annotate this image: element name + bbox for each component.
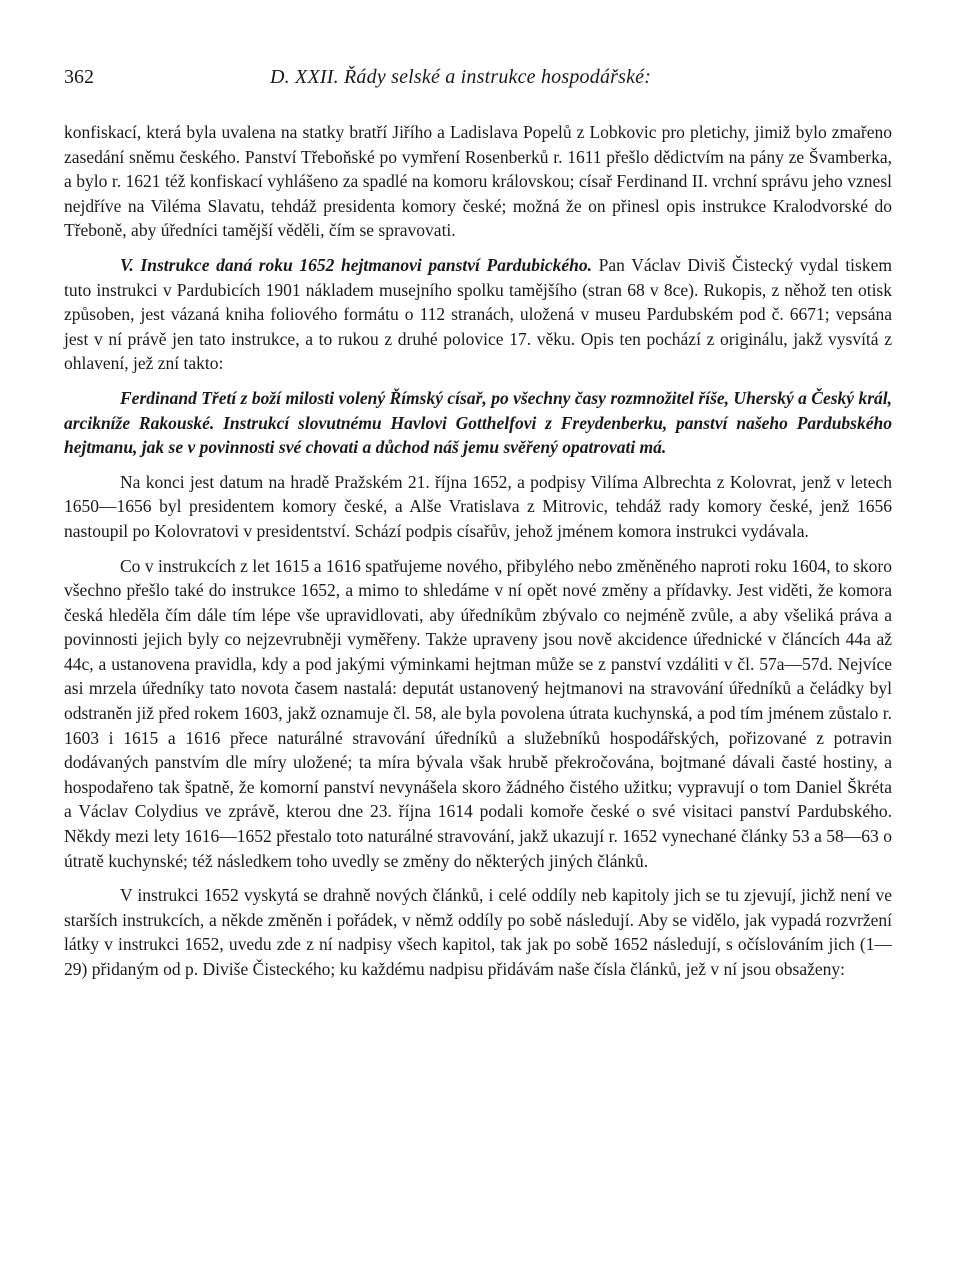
- section-heading: V. Instrukce daná roku 1652 hejtmanovi panství Pardubického.: [120, 254, 592, 275]
- paragraph-2-body: Pan Václav Diviš Čistecký vydal tiskem tuto instrukci v Pardubicích 1901 nákladem musejního spolku tamějšího (stran 68 v 8ce). Rukopis, z něhož ten otisk způsoben, jest vázaná kniha foliového formátu o 112 stranách, uložená v museu Pardubském pod č. 6671; vepsána jest v ní právě jen tato instrukce, a to rukou z druhé polovice 17. věku. Opis ten pochází z originálu, jakž vysvítá z ohlavení, jež zní takto:: [64, 254, 892, 374]
- document-page: [64, 66, 892, 992]
- running-header: [64, 66, 892, 100]
- page-number: 362: [64, 66, 94, 88]
- body-text: [64, 120, 892, 982]
- running-title: D. XXII. Řády selské a instrukce hospodářské:: [270, 66, 652, 88]
- quote-title: Ferdinand Třetí z boží milosti volený Římský císař, po všechny časy rozmnožitel říše, Uherský a Český král, arcikníže Rakouské.: [64, 387, 892, 433]
- paragraph-2: [64, 253, 892, 376]
- paragraph-4: Na konci jest datum na hradě Pražském 21. října 1652, a podpisy Vilíma Albrechta z Kolovrat, jenž v letech 1650—1656 byl presidentem komory české, a Alše Vratislava z Mitrovic, tehdáž rady komory české, jenž 1656 nastoupil po Kolovratovi v presidentství. Schází podpis císařův, jehož jménem komora instrukci vydávala.: [64, 471, 892, 541]
- quote-body: Instrukcí slovutnému Havlovi Gotthelfovi z Freydenberku, panství našeho Pardubského hejtmanu, jak se v povinnosti své chovati a důchod náš jemu svěřený opatrovati má.: [64, 412, 892, 458]
- paragraph-6: V instrukci 1652 vyskytá se drahně nových článků, i celé oddíly neb kapitoly jich se tu zjevují, jichž není ve starších instrukcích, a někde změněn i pořádek, v němž oddíly po sobě následují. Aby se vidělo, jak vypadá rozvržení látky v instrukci 1652, uvedu zde z ní nadpisy všech kapitol, tak jak po sobě 1652 následují, s očíslováním jich (1—29) přidaným od p. Diviše Čisteckého; ku každému nadpisu přidávám naše čísla článků, jež v ní jsou obsaženy:: [64, 885, 892, 979]
- paragraph-1: konfiskací, která byla uvalena na statky bratří Jiřího a Ladislava Popelů z Lobkovic pro pletichy, jimiž bylo zmařeno zasedání sněmu českého. Panství Třeboňské po vymření Rosenberků r. 1611 přešlo dědictvím na pány ze Švamberka, a bylo r. 1621 též konfiskací vyhlášeno za spadlé na komoru královskou; císař Ferdinand II. vrchní správu jeho vznesl nejdříve na Viléma Slavatu, tehdáž presidenta komory české; možná že on přinesl opis instrukce Kralodvorské do Třeboně, aby úředníci tamější věděli, čím se spravovati.: [64, 122, 892, 241]
- paragraph-3-quote: [64, 386, 892, 460]
- paragraph-5: Co v instrukcích z let 1615 a 1616 spatřujeme nového, přibylého nebo změněného naproti roku 1604, to skoro všechno přešlo také do instrukce 1652, a mimo to shledáme v ní opět nové změny a přídavky. Jest viděti, že komora česká hleděla čím dále tím lépe vše upravidlovati, aby úředníkům zbývalo co nejméně zvůle, a aby všeliká práva a povinnosti jejich byly co nejzevrubněji vyměřeny. Także upraveny jsou nově akcidence úřednické v článcích 44a až 44c, a ustanovena pravidla, kdy a pod jakými výminkami hejtman může se z panství vzdáliti v čl. 57a—57d. Nejvíce asi mrzela úředníky tato novota časem nastalá: deputát ustanovený hejtmanovi na stravování úředníků a čeládky byl odstraněn již před rokem 1603, jakž oznamuje čl. 58, ale byla povolena útrata kuchynská, a pod tím jménem zůstalo r. 1603 i 1615 a 1616 přece naturálné stravování úředníků a služebníků hospodářských, pořizované z potravin dodávaných panstvím dle míry uložené; ta míra bývala však hrubě překročována, bojtmané dávali časté hostiny, a hospodařeno tak špatně, že komorní panství nevynášela skoro žádného čistého užitku; vypravují o tom Daniel Škréta a Václav Colydius ve zprávě, kterou dne 23. října 1614 podali komoře české o své visitaci panství Pardubského. Někdy mezi lety 1616—1652 přestalo toto naturálné stravování, jakž ukazují r. 1652 vynechané články 53 a 58—63 o útratě kuchynské; též následkem toho uvedly se změny do některých jiných článků.: [64, 555, 892, 871]
